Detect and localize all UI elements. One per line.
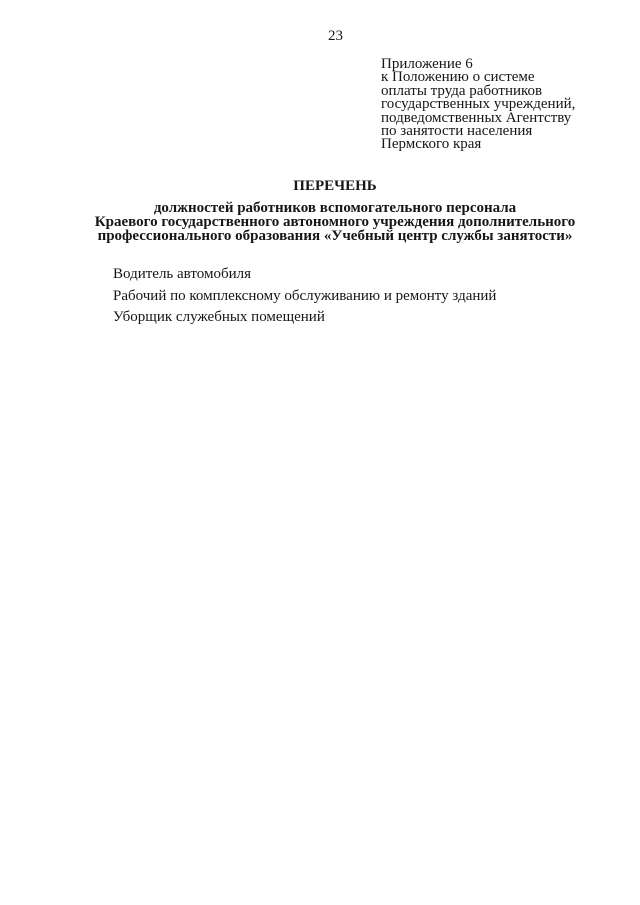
document-subtitle [60,201,610,243]
position-item: Рабочий по комплексному обслуживанию и ремонту зданий [113,287,497,304]
position-item: Уборщик служебных помещений [113,309,325,326]
position-item: Водитель автомобиля [113,266,251,282]
document-title: ПЕРЕЧЕНЬ [293,178,377,194]
page-number: 23 [328,28,343,44]
subtitle-line: профессионального образования «Учебный центр службы занятости» [97,228,573,244]
subtitle-line: Краевого государственного автономного учреждения дополнительного [94,214,576,230]
positions-list [113,264,613,329]
appendix-line: по занятости населения [381,123,533,140]
appendix-line: оплаты труда работников [381,82,543,99]
appendix-line: к Положению о системе [381,69,535,86]
subtitle-line: должностей работников вспомогательного персонала [153,200,517,216]
appendix-line: государственных учреждений, [381,96,576,113]
appendix-line: Пермского края [381,136,482,153]
appendix-line: Приложение 6 [381,56,473,72]
appendix-heading [381,58,621,152]
appendix-line: подведомственных Агентству [381,109,572,126]
